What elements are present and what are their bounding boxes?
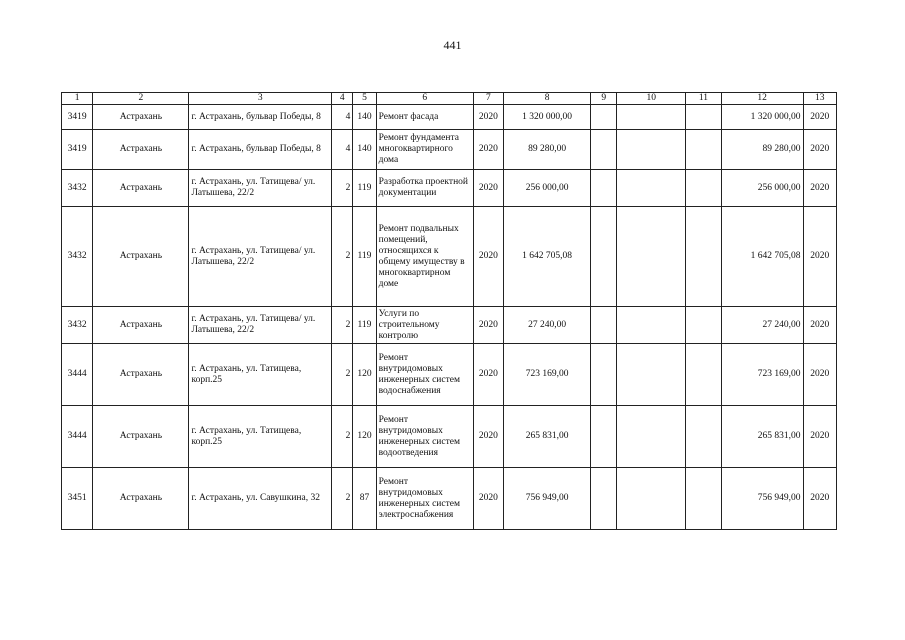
cell-amount: 1 320 000,00 <box>504 105 591 130</box>
cell-c13: 2020 <box>803 170 836 207</box>
cell-year: 2020 <box>473 105 503 130</box>
cell-address: г. Астрахань, ул. Татищева/ ул. Латышева, 22/2 <box>189 207 332 307</box>
cell-id: 3444 <box>62 406 93 468</box>
cell-amount: 27 240,00 <box>504 307 591 344</box>
table-row <box>62 344 837 406</box>
cell-address: г. Астрахань, ул. Татищева, корп.25 <box>189 406 332 468</box>
cell-amount: 256 000,00 <box>504 170 591 207</box>
cell-city: Астрахань <box>93 468 189 530</box>
cell-id: 3444 <box>62 344 93 406</box>
cell-c11 <box>686 307 721 344</box>
cell-work: Ремонт внутридомовых инженерных систем электроснабжения <box>376 468 473 530</box>
cell-work: Ремонт фундамента многоквартирного дома <box>376 130 473 170</box>
cell-c5: 119 <box>353 207 376 307</box>
cell-c13: 2020 <box>803 105 836 130</box>
column-header-4: 4 <box>332 93 353 105</box>
cell-city: Астрахань <box>93 344 189 406</box>
cell-c5: 120 <box>353 344 376 406</box>
cell-total: 1 320 000,00 <box>721 105 803 130</box>
cell-c9 <box>591 170 617 207</box>
cell-c10 <box>617 170 686 207</box>
cell-year: 2020 <box>473 307 503 344</box>
column-header-6: 6 <box>376 93 473 105</box>
cell-c9 <box>591 130 617 170</box>
cell-year: 2020 <box>473 170 503 207</box>
cell-total: 89 280,00 <box>721 130 803 170</box>
cell-c4: 2 <box>332 307 353 344</box>
cell-c11 <box>686 406 721 468</box>
table-row <box>62 170 837 207</box>
cell-amount: 723 169,00 <box>504 344 591 406</box>
cell-c10 <box>617 105 686 130</box>
cell-c11 <box>686 344 721 406</box>
cell-amount: 265 831,00 <box>504 406 591 468</box>
column-header-12: 12 <box>721 93 803 105</box>
cell-total: 756 949,00 <box>721 468 803 530</box>
cell-c4: 2 <box>332 468 353 530</box>
cell-total: 27 240,00 <box>721 307 803 344</box>
cell-city: Астрахань <box>93 307 189 344</box>
cell-c13: 2020 <box>803 130 836 170</box>
table-body <box>62 105 837 530</box>
cell-id: 3432 <box>62 170 93 207</box>
cell-c11 <box>686 170 721 207</box>
cell-c10 <box>617 130 686 170</box>
cell-work: Услуги по строительному контролю <box>376 307 473 344</box>
cell-id: 3432 <box>62 207 93 307</box>
cell-c4: 2 <box>332 406 353 468</box>
table-row <box>62 307 837 344</box>
cell-c4: 4 <box>332 105 353 130</box>
column-header-9: 9 <box>591 93 617 105</box>
cell-c5: 119 <box>353 307 376 344</box>
cell-c10 <box>617 307 686 344</box>
cell-c9 <box>591 207 617 307</box>
cell-c13: 2020 <box>803 468 836 530</box>
cell-year: 2020 <box>473 406 503 468</box>
cell-work: Ремонт подвальных помещений, относящихся к общему имуществу в многоквартирном доме <box>376 207 473 307</box>
table-row <box>62 406 837 468</box>
cell-work: Разработка проектной документации <box>376 170 473 207</box>
cell-c5: 119 <box>353 170 376 207</box>
column-header-3: 3 <box>189 93 332 105</box>
cell-address: г. Астрахань, бульвар Победы, 8 <box>189 130 332 170</box>
cell-total: 265 831,00 <box>721 406 803 468</box>
cell-c10 <box>617 406 686 468</box>
cell-total: 256 000,00 <box>721 170 803 207</box>
cell-c4: 2 <box>332 344 353 406</box>
cell-city: Астрахань <box>93 105 189 130</box>
cell-c13: 2020 <box>803 406 836 468</box>
column-header-13: 13 <box>803 93 836 105</box>
cell-amount: 89 280,00 <box>504 130 591 170</box>
cell-address: г. Астрахань, бульвар Победы, 8 <box>189 105 332 130</box>
cell-year: 2020 <box>473 468 503 530</box>
cell-c11 <box>686 207 721 307</box>
table-row <box>62 105 837 130</box>
cell-address: г. Астрахань, ул. Савушкина, 32 <box>189 468 332 530</box>
cell-c10 <box>617 344 686 406</box>
cell-c9 <box>591 468 617 530</box>
cell-c11 <box>686 130 721 170</box>
cell-amount: 1 642 705,08 <box>504 207 591 307</box>
column-header-1: 1 <box>62 93 93 105</box>
cell-city: Астрахань <box>93 170 189 207</box>
cell-year: 2020 <box>473 207 503 307</box>
cell-city: Астрахань <box>93 207 189 307</box>
cell-c11 <box>686 105 721 130</box>
page-number: 441 <box>443 38 462 52</box>
cell-address: г. Астрахань, ул. Татищева/ ул. Латышева, 22/2 <box>189 307 332 344</box>
cell-c5: 120 <box>353 406 376 468</box>
cell-id: 3432 <box>62 307 93 344</box>
cell-total: 1 642 705,08 <box>721 207 803 307</box>
cell-c5: 140 <box>353 130 376 170</box>
column-header-7: 7 <box>473 93 503 105</box>
cell-c5: 87 <box>353 468 376 530</box>
column-header-8: 8 <box>504 93 591 105</box>
cell-c4: 2 <box>332 170 353 207</box>
table-row <box>62 468 837 530</box>
cell-c9 <box>591 307 617 344</box>
table-row <box>62 207 837 307</box>
column-header-5: 5 <box>353 93 376 105</box>
cell-c4: 2 <box>332 207 353 307</box>
cell-c10 <box>617 468 686 530</box>
cell-c9 <box>591 344 617 406</box>
table-row <box>62 130 837 170</box>
cell-c13: 2020 <box>803 207 836 307</box>
cell-address: г. Астрахань, ул. Татищева, корп.25 <box>189 344 332 406</box>
cell-id: 3419 <box>62 105 93 130</box>
cell-work: Ремонт внутридомовых инженерных систем водоотведения <box>376 406 473 468</box>
cell-c13: 2020 <box>803 344 836 406</box>
cell-total: 723 169,00 <box>721 344 803 406</box>
header-row <box>62 93 837 105</box>
cell-id: 3419 <box>62 130 93 170</box>
cell-id: 3451 <box>62 468 93 530</box>
repair-schedule-table <box>61 92 837 530</box>
cell-amount: 756 949,00 <box>504 468 591 530</box>
cell-work: Ремонт внутридомовых инженерных систем водоснабжения <box>376 344 473 406</box>
cell-c9 <box>591 406 617 468</box>
cell-c10 <box>617 207 686 307</box>
column-header-2: 2 <box>93 93 189 105</box>
cell-c9 <box>591 105 617 130</box>
cell-c5: 140 <box>353 105 376 130</box>
cell-work: Ремонт фасада <box>376 105 473 130</box>
cell-city: Астрахань <box>93 130 189 170</box>
cell-c4: 4 <box>332 130 353 170</box>
cell-city: Астрахань <box>93 406 189 468</box>
column-header-10: 10 <box>617 93 686 105</box>
cell-year: 2020 <box>473 344 503 406</box>
cell-address: г. Астрахань, ул. Татищева/ ул. Латышева, 22/2 <box>189 170 332 207</box>
column-header-11: 11 <box>686 93 721 105</box>
cell-c11 <box>686 468 721 530</box>
cell-year: 2020 <box>473 130 503 170</box>
cell-c13: 2020 <box>803 307 836 344</box>
